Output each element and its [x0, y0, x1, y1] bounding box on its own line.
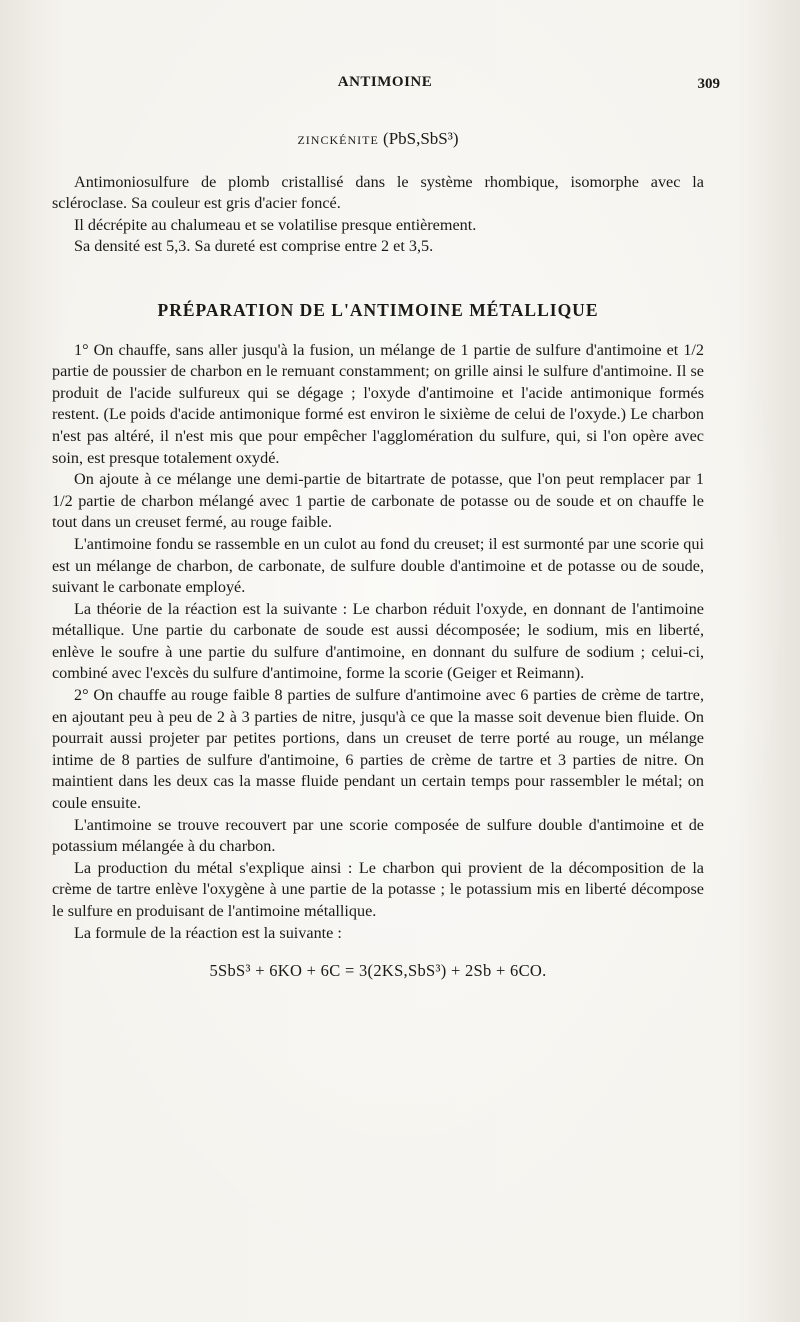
body-paragraph: La formule de la réaction est la suivante : [74, 923, 342, 942]
body-paragraph: La production du métal s'explique ainsi : Le charbon qui provient de la décomposition de la crème de tartre enlève l'oxygène à une partie de la potasse ; le potassium mis en liberté décompose le sulfure en produisant de l'antimoine métallique. [52, 858, 704, 920]
running-title: ANTIMOINE [337, 74, 433, 90]
mineral-paragraph: Sa densité est 5,3. Sa dureté est comprise entre 2 et 3,5. [74, 237, 434, 256]
mineral-name: ZINCKÉNITE [297, 133, 379, 147]
page-content [52, 128, 704, 982]
body-paragraph: La théorie de la réaction est la suivante : Le charbon réduit l'oxyde, en donnant de l'antimoine métallique. Une partie du carbonate de soude est aussi décomposée; le sodium, mis en liberté, enlève le soufre à une partie du sulfure d'antimoine, en donnant du sulfure de sodium ; celui-ci, combiné avec l'excès du sulfure d'antimoine, forme la scorie (Geiger et Reimann). [52, 599, 704, 683]
mineral-formula: (PbS,SbS³) [383, 129, 459, 148]
body-paragraph: 2° On chauffe au rouge faible 8 parties de sulfure d'antimoine avec 6 parties de crème de tartre, en ajoutant peu à peu de 2 à 3 parties de nitre, jusqu'à ce que la masse soit devenue bien fluide. On pourrait aussi projeter par petites portions, dans un creuset de terre porté au rouge, un mélange intime de 8 parties de sulfure d'antimoine, 6 parties de crème de tartre et 3 parties de nitre. On maintient dans les deux cas la masse fluide pendant un certain temps pour rassembler le métal; on coule ensuite. [52, 686, 704, 813]
running-head [50, 74, 720, 98]
page-number: 309 [697, 76, 720, 92]
mineral-paragraph: Antimoniosulfure de plomb cristallisé dans le système rhombique, isomorphe avec la scléroclase. Sa couleur est gris d'acier foncé. [52, 172, 704, 213]
body-paragraph: L'antimoine se trouve recouvert par une scorie composée de sulfure double d'antimoine et de potassium mélangée à du charbon. [52, 815, 704, 856]
body-paragraph: 1° On chauffe, sans aller jusqu'à la fusion, un mélange de 1 partie de sulfure d'antimoine et 1/2 partie de poussier de charbon en le remuant constamment; on grille ainsi le sulfure d'antimoine. Il se produit de l'acide sulfureux qui se dégage ; l'oxyde d'antimoine et l'acide antimonique formés restent. (Le poids d'acide antimonique formé est environ le sixième de celui de l'oxyde.) Le charbon n'est pas altéré, il n'est mis que pour empêcher l'agglomération du sulfure, qui, si l'on opère avec soin, est presque totalement oxydé. [52, 340, 704, 467]
body-paragraph: L'antimoine fondu se rassemble en un culot au fond du creuset; il est surmonté par une scorie qui est un mélange de charbon, de carbonate, de sulfure double d'antimoine et de potasse ou de soude, suivant le carbonate employé. [52, 534, 704, 597]
body-paragraph: On ajoute à ce mélange une demi-partie de bitartrate de potasse, que l'on peut remplacer par 1 1/2 partie de charbon mélangé avec 1 partie de carbonate de potasse ou de soude et on chauffe le tout dans un creuset fermé, au rouge faible. [52, 470, 704, 532]
mineral-heading [52, 128, 704, 152]
mineral-paragraph: Il décrépite au chalumeau et se volatilise presque entièrement. [74, 215, 477, 234]
reaction-formula: 5SbS³ + 6KO + 6C = 3(2KS,SbS³) + 2Sb + 6CO. [209, 961, 547, 981]
section-title: PRÉPARATION DE L'ANTIMOINE MÉTALLIQUE [157, 299, 599, 320]
